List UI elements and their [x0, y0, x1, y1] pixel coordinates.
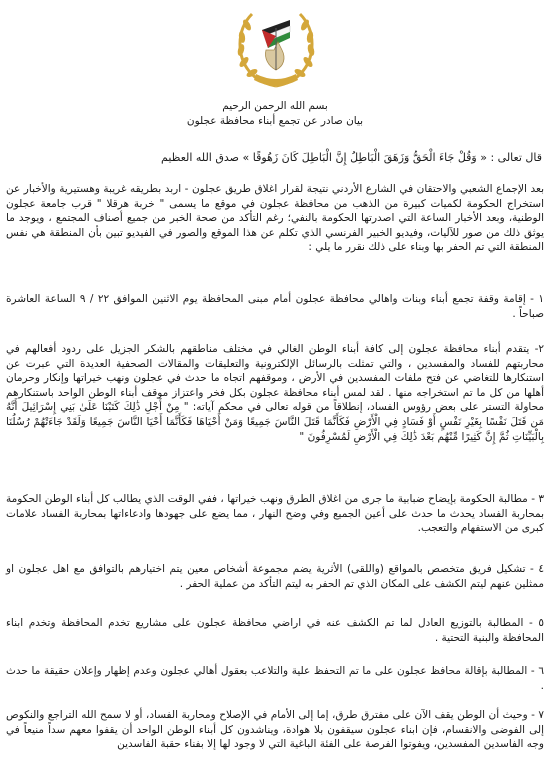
demand-4-paragraph: ٤ - تشكيل فريق متخصص بالمواقع (واللقى) الأثرية يضم مجموعة أشخاص معين يتم اختيارهم بالتوافق مع اهل عجلون او ممثلين عنهم ليتم الكشف على المكان الذي تم الحفر به ليتم التأكد من عملية الحفر .	[6, 563, 544, 590]
demand-3-paragraph: ٣ - مطالبة الحكومة بإيضاح ضبابية ما جرى من اغلاق الطرق ونهب خيراتها ، ففي الوقت الذي يطالب كل أبناء الوطن الحكومة بمحاربة الفساد يحدث ما حدث على أعين الجميع وفي وضح النهار ، مما يضع على جهودها وادعاءاتها بمحاربة الفساد علامات كبرى من الاستفهام والتعجب.	[6, 493, 544, 535]
quran-verse: قال تعالى : « وَقُلْ جَاءَ الْحَقُّ وَزَهَقَ الْبَاطِلُ إِنَّ الْبَاطِلَ كَانَ زَهُوقًا » صدق الله العظيم	[161, 151, 542, 164]
demand-2-paragraph: ٢- يتقدم أبناء محافظة عجلون إلى كافة أبناء الوطن الغالي في مختلف مناطقهم بالشكر الجزيل على ردود أفعالهم في محاربتهم للفساد والمفسدين ، والتي تمثلت بالرسائل الإلكترونية والتعليقات والمقالات الصحفية العديدة التي عبرت عن استنكارها للتغاضي عن فتح ملفات المفسدين في الأرض ، وموقفهم اتجاه ما حدث في عجلون ونهب خيراتها وإنكار وحرمان أهلها من كل ما تم استخراجه منها . لقد لمس أبناء محافظة عجلون بكل فخر واعتزاز موقف أبناء الوطن الواحد باستنكارهم محاولة التستر على بعض رؤوس الفساد، إنطلاقاً من قوله تعالى في محكم آياته: " مِنْ أَجْلِ ذَٰلِكَ كَتَبْنَا عَلَىٰ بَنِي إِسْرَائِيلَ أَنَّهُ مَن قَتَلَ نَفْسًا بِغَيْرِ نَفْسٍ أَوْ فَسَادٍ فِي الْأَرْضِ فَكَأَنَّمَا قَتَلَ النَّاسَ جَمِيعًا وَمَنْ أَحْيَاهَا فَكَأَنَّمَا أَحْيَا النَّاسَ جَمِيعًا وَلَقَدْ جَاءَتْهُمْ رُسُلُنَا بِالْبَيِّنَاتِ ثُمَّ إِنَّ كَثِيرًا مِّنْهُم بَعْدَ ذَٰلِكَ فِي الْأَرْضِ لَمُسْرِفُونَ "	[6, 343, 544, 443]
demand-7-paragraph: ٧ - وحيث أن الوطن يقف الآن على مفترق طرق، إما إلى الأمام في الإصلاح ومحاربة الفساد، أو لا سمح الله التراجع والنكوص إلى الفوضى والانقسام، فإن ابناء عجلون سيقفون بلا هوادة، ويناشدون كل أبناء الوطن الواحد أن يقفوا معهم سداً منيعاً في وجه الفاسدين المفسدين، ويفوتوا الفرصة على الفئة الباغية التي لا وجود لها إلا بفناء حقبة الفاسدين	[6, 709, 544, 751]
statement-title: بيان صادر عن تجمع أبناء محافظة عجلون	[186, 115, 364, 127]
demand-5-paragraph: ٥ - المطالبة بالتوزيع العادل لما تم الكشف عنه في اراضي محافظة عجلون على مشاريع تخدم المحافظة وتخدم ابناء المحافظة والبنية التحتية .	[6, 617, 544, 644]
demand-1-paragraph: ١ - إقامة وقفة تجمع أبناء وبنات واهالي محافظة عجلون أمام مبنى المحافظة يوم الاثنين الموافق ٢٢ / ٩ الساعة العاشرة صباحاً .	[6, 293, 544, 320]
demand-6-paragraph: ٦ - المطالبة بإقالة محافظ عجلون على ما تم التحفظ علية والتلاعب بعقول أهالي عجلون وعدم إظهار وإعلان حقيقة ما حدث .	[6, 665, 544, 692]
wreath-logo-icon	[232, 6, 320, 92]
intro-paragraph: بعد الإجماع الشعبي والاحتقان في الشارع الأردني نتيجة لقرار اغلاق طريق عجلون - اربد بطريقه غريبة وهستيرية والأخبار عن استخراج الحكومة لكميات كبيرة من الذهب من محافظة عجلون في موقع ما يسمى " خربة هرقلا " قرب جامعة عجلون الوطنية، وبعد الأخبار الساعة التي اصدرتها الحكومة بالنفي؛ رغم التأكد من صحة الخبر من جميع أصناف المجتمع ، ويوجد ما يوثق ذلك من صور للآليات، وفيديو الخبير الفرنسي الذي تكلم عن هذا الموقع والصور في الفيديو تبين بأن المنطقة هي نفس المنطقة التي تم الحفر بها وبناء على ذلك نقرر ما يلي :	[6, 183, 544, 254]
document-header	[0, 99, 550, 129]
basmala: بسم الله الرحمن الرحيم	[222, 100, 328, 112]
